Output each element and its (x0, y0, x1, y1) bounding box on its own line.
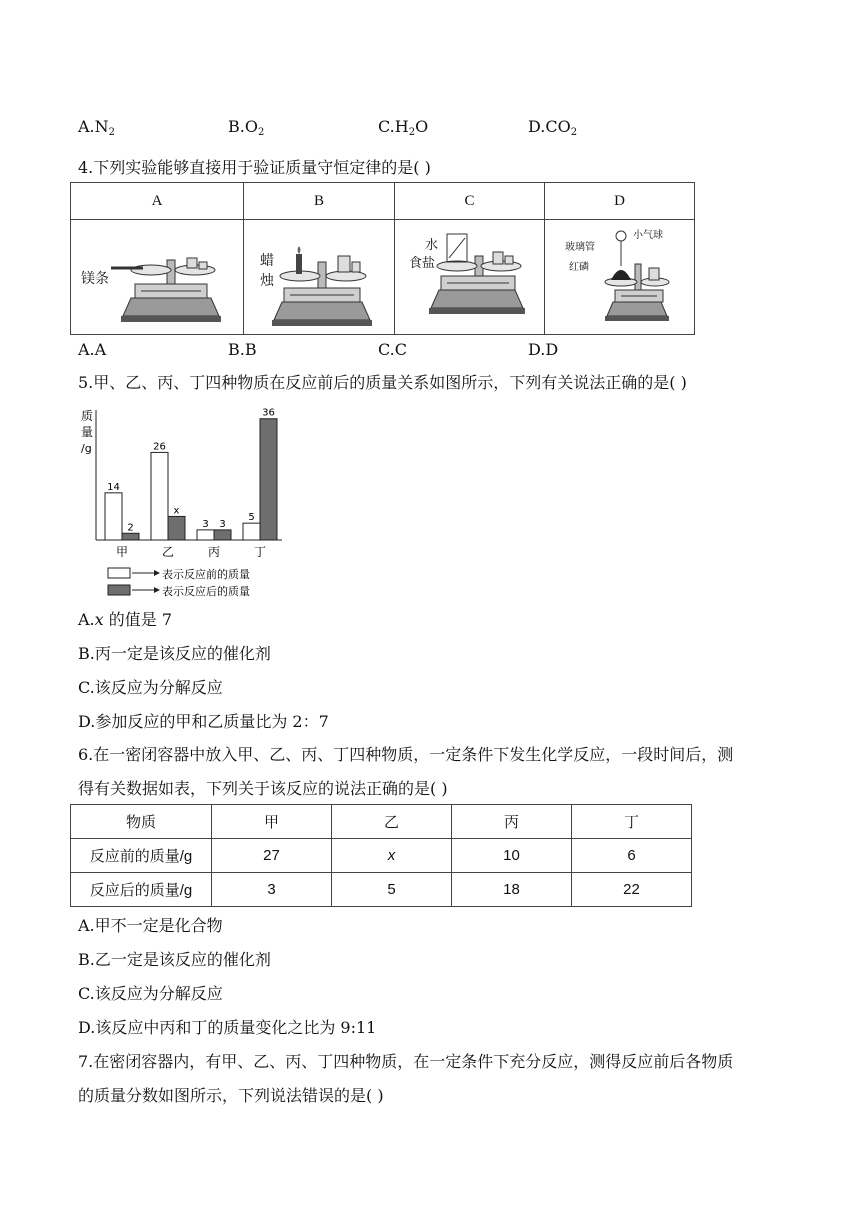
table-cell: 27 (212, 839, 332, 873)
header-cell: 丁 (572, 805, 692, 839)
table-row (71, 839, 692, 873)
bar-data-label: 14 (107, 481, 120, 493)
q5-option-b: B.丙一定是该反应的催化剂 (78, 644, 271, 663)
bar-before-4 (243, 523, 260, 540)
bar-data-label: 36 (262, 407, 275, 419)
q4-image-b (244, 220, 395, 335)
bar-data-label: 3 (202, 518, 209, 530)
balance-phosphorus-illustration (545, 220, 694, 330)
table-cell: 反应后的质量/g (71, 873, 212, 907)
q4-image-d (545, 220, 695, 335)
legend-arrow-head (154, 570, 160, 576)
q4-option-d: D.D (528, 340, 559, 359)
q4-header-d: D (545, 183, 695, 220)
table-cell: 5 (332, 873, 452, 907)
table-cell: 10 (452, 839, 572, 873)
x-tick-label: 甲 (115, 545, 129, 559)
bar-after-1 (122, 533, 139, 540)
q3-option-d: $D.CO_2$ (528, 117, 578, 138)
q3-option-b: $B.O_2$ (228, 117, 265, 138)
balance-salt-water-illustration (395, 220, 544, 330)
bar-before-1 (105, 493, 122, 540)
table-cell: x (332, 839, 452, 873)
label-salt: 食盐 (409, 256, 436, 271)
table-cell: 18 (452, 873, 572, 907)
q4-option-c: C.C (378, 340, 407, 359)
legend-label: 表示反应前的质量 (162, 568, 250, 581)
table-cell: 反应前的质量/g (71, 839, 212, 873)
y-axis-label-3: /g (81, 442, 92, 455)
legend-swatch (108, 585, 130, 595)
q5-option-d: D.参加反应的甲和乙质量比为 2：7 (78, 712, 329, 731)
bar-before-3 (197, 530, 214, 540)
q6-option-d: D.该反应中丙和丁的质量变化之比为 9:11 (78, 1018, 377, 1037)
table-cell: 6 (572, 839, 692, 873)
bar-data-label: x (173, 505, 180, 517)
q4-image-c (395, 220, 545, 335)
header-cell: 物质 (71, 805, 212, 839)
q5-option-c: C.该反应为分解反应 (78, 678, 223, 697)
y-axis-label-2: 量 (81, 425, 94, 439)
bar-after-3 (214, 530, 231, 540)
q6-data-table (70, 804, 692, 907)
label-red-phosphorus: 红磷 (569, 262, 589, 273)
table-header-row (71, 805, 692, 839)
label-candle-2: 烛 (260, 273, 274, 289)
x-tick-label: 乙 (161, 545, 175, 559)
legend-label: 表示反应后的质量 (162, 585, 250, 598)
table-cell: 22 (572, 873, 692, 907)
q5-stem: 5.甲、乙、丙、丁四种物质在反应前后的质量关系如图所示，下列有关说法正确的是( ) (78, 373, 687, 392)
legend-swatch (108, 568, 130, 578)
header-cell: 甲 (212, 805, 332, 839)
q4-header-b: B (244, 183, 395, 220)
bar-data-label: 5 (248, 512, 255, 524)
header-cell: 乙 (332, 805, 452, 839)
q7-stem-line-1: 7.在密闭容器内，有甲、乙、丙、丁四种物质，在一定条件下充分反应，测得反应前后各物质 (78, 1052, 734, 1071)
q4-option-a: A.A (78, 340, 107, 359)
x-tick-label: 丙 (207, 545, 221, 559)
label-candle-1: 蜡 (260, 253, 274, 269)
bar-after-4 (260, 419, 277, 540)
q6-option-a: A.甲不一定是化合物 (78, 916, 223, 935)
q3-option-a: $A.N_2$ (78, 117, 116, 138)
label-glass-tube: 玻璃管 (565, 242, 595, 253)
q4-stem: 4.下列实验能够直接用于验证质量守恒定律的是( ) (78, 158, 431, 177)
q4-option-b: B.B (228, 340, 257, 359)
q6-option-c: C.该反应为分解反应 (78, 984, 223, 1003)
bar-data-label: 2 (127, 522, 134, 534)
q6-stem-line-1: 6.在一密闭容器中放入甲、乙、丙、丁四种物质，一定条件下发生化学反应，一段时间后，测 (78, 745, 734, 764)
bar-data-label: 3 (219, 518, 226, 530)
bar-before-2 (151, 452, 168, 540)
q7-stem-line-2: 的质量分数如图所示，下列说法错误的是( ) (78, 1086, 384, 1105)
label-magnesium: 镁条 (81, 271, 109, 287)
q4-header-a: A (71, 183, 244, 220)
q4-apparatus-table (70, 182, 695, 335)
q6-stem-line-2: 得有关数据如表，下列关于该反应的说法正确的是( ) (78, 779, 448, 798)
label-water: 水 (425, 238, 439, 253)
legend-arrow-head (154, 587, 160, 593)
q6-option-b: B.乙一定是该反应的催化剂 (78, 950, 271, 969)
q5-option-a: A.x 的值是 7 (78, 610, 173, 629)
y-axis-label-1: 质 (81, 409, 94, 423)
x-tick-label: 丁 (253, 545, 267, 559)
bar-data-label: 26 (153, 441, 166, 453)
bar-after-2 (168, 516, 185, 540)
q4-image-a (71, 220, 244, 335)
table-cell: 3 (212, 873, 332, 907)
header-cell: 丙 (452, 805, 572, 839)
q4-header-c: C (395, 183, 545, 220)
table-row (71, 873, 692, 907)
label-balloon: 小气球 (633, 230, 663, 241)
q3-option-c: $C.H_2O$ (378, 117, 429, 138)
mass-bar-chart (72, 400, 292, 600)
